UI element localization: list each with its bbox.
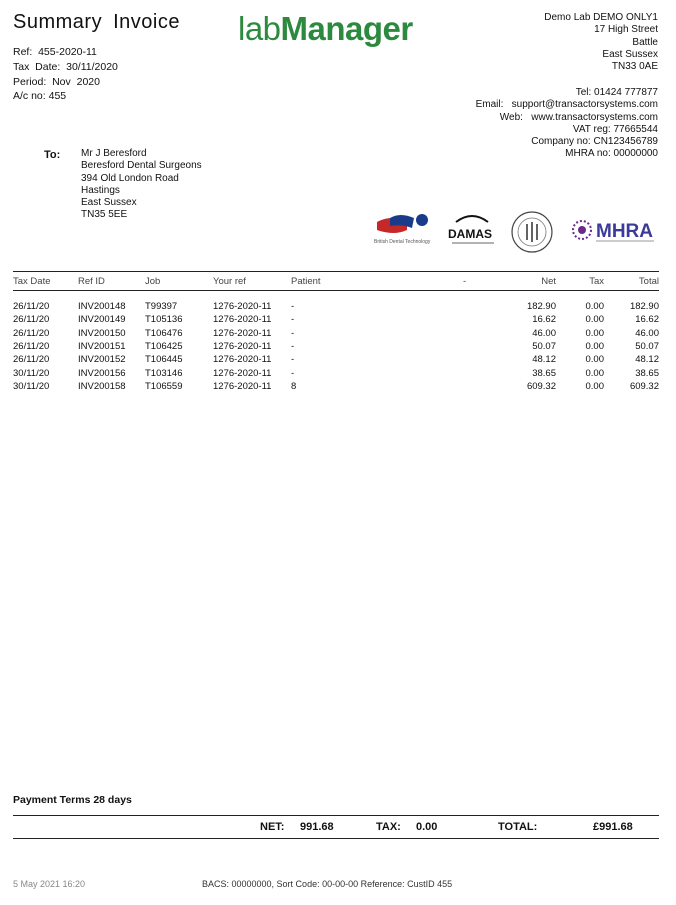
table-cell: 609.32 (526, 380, 556, 392)
table-row (13, 340, 659, 353)
col-header: Total (604, 272, 659, 291)
table-cell: 1276-2020-11 (213, 354, 272, 366)
damas-text: DAMAS (448, 227, 492, 241)
tax-label: TAX: (376, 821, 401, 833)
logo-part-manager: Manager (280, 10, 413, 47)
table-cell: T106476 (145, 327, 183, 339)
invoice-table (13, 271, 659, 393)
contact-vat: VAT reg: 77665544 (572, 123, 658, 135)
invoice-table-container (13, 271, 659, 393)
table-cell: 26/11/20 (13, 341, 50, 353)
table-cell: 26/11/20 (13, 354, 50, 366)
col-header: Patient (291, 272, 463, 291)
contact-mhra: MHRA no: 00000000 (565, 148, 658, 160)
table-cell (463, 291, 493, 314)
recipient-address (81, 148, 202, 222)
table-cell: T103146 (145, 367, 183, 379)
total-label: TOTAL: (498, 821, 538, 833)
table-cell: INV200149 (78, 314, 126, 326)
tax-value: 0.00 (416, 821, 438, 833)
table-cell: T99397 (145, 301, 178, 313)
bacs-details: BACS: 00000000, Sort Code: 00-00-00 Reference: CustID 455 (202, 879, 453, 889)
col-header: Tax Date (13, 272, 78, 291)
invoice-period: Period: Nov 2020 (13, 75, 100, 88)
seal-logo (512, 212, 552, 252)
table-cell: 0.00 (585, 380, 604, 392)
table-cell: 8 (291, 380, 297, 392)
table-cell (463, 380, 493, 393)
invoice-ref: Ref: 455-2020-11 (13, 46, 97, 58)
printed-timestamp: 5 May 2021 16:20 (13, 879, 86, 889)
table-cell: 1276-2020-11 (213, 327, 272, 339)
table-cell: T105136 (145, 314, 183, 326)
table-cell: T106445 (145, 354, 183, 366)
col-header: Job (145, 272, 213, 291)
table-cell: 16.62 (532, 314, 556, 326)
table-cell: INV200158 (78, 380, 126, 392)
table-cell: 182.90 (526, 301, 556, 313)
payment-terms: Payment Terms 28 days (13, 794, 132, 806)
recipient-line: Mr J Beresford (81, 148, 147, 159)
table-cell: 0.00 (585, 301, 604, 313)
table-cell: 50.07 (532, 341, 556, 353)
accreditation-badges (372, 210, 662, 254)
recipient-line: Beresford Dental Surgeons (81, 160, 202, 172)
table-cell: 16.62 (635, 314, 659, 326)
lab-address-line: TN33 0AE (611, 61, 658, 73)
table-cell: 0.00 (585, 341, 604, 353)
table-cell (463, 313, 493, 326)
table-row (13, 353, 659, 366)
table-cell: 1276-2020-11 (213, 314, 272, 326)
table-row (13, 327, 659, 340)
table-cell: - (291, 314, 295, 326)
total-value: £991.68 (593, 821, 633, 833)
table-cell: 0.00 (585, 327, 604, 339)
table-cell: INV200148 (78, 301, 126, 313)
table-cell: INV200150 (78, 327, 126, 339)
net-label: NET: (260, 821, 285, 833)
table-cell: INV200156 (78, 367, 126, 379)
bdt-text: British Dental Technology (374, 239, 431, 245)
table-cell: 46.00 (635, 327, 659, 339)
col-header: Net (493, 272, 556, 291)
table-cell: 0.00 (585, 314, 604, 326)
table-cell: 26/11/20 (13, 301, 50, 313)
table-cell: - (291, 327, 295, 339)
contact-tel: Tel: 01424 777877 (575, 87, 658, 98)
table-cell: 609.32 (629, 380, 659, 392)
recipient-line: East Sussex (81, 197, 137, 209)
table-cell: 1276-2020-11 (213, 380, 272, 392)
table-cell: INV200152 (78, 354, 126, 366)
table-cell: 48.12 (635, 354, 659, 366)
table-cell: T106425 (145, 341, 183, 353)
table-cell: 30/11/20 (13, 367, 50, 379)
table-row (13, 291, 659, 314)
lab-address (544, 12, 658, 73)
invoice-account: A/c no: 455 (13, 90, 67, 103)
table-cell: 50.07 (635, 341, 659, 353)
table-cell: 30/11/20 (13, 380, 50, 392)
lab-address-line: East Sussex (602, 48, 658, 60)
table-cell: - (291, 301, 295, 313)
contact-email: Email: support@transactorsystems.com (475, 99, 658, 111)
table-cell: - (291, 367, 295, 379)
damas-logo (448, 216, 494, 243)
lab-address-line: Demo Lab DEMO ONLY1 (544, 12, 658, 23)
table-cell (463, 353, 493, 366)
table-cell: - (291, 354, 295, 366)
table-cell: 1276-2020-11 (213, 341, 272, 353)
mhra-text: MHRA (596, 221, 653, 242)
table-cell: T106559 (145, 380, 183, 392)
col-header: - (463, 272, 493, 291)
mhra-logo (573, 221, 654, 242)
table-cell: 38.65 (532, 367, 556, 379)
table-cell: 1276-2020-11 (213, 367, 272, 379)
recipient-line: TN35 5EE (81, 209, 128, 221)
table-cell: 26/11/20 (13, 327, 50, 339)
table-cell (463, 327, 493, 340)
invoice-meta (13, 45, 118, 104)
table-row (13, 380, 659, 393)
col-header: Tax (556, 272, 604, 291)
labmanager-logo (238, 10, 413, 48)
col-header: Ref ID (78, 272, 145, 291)
lab-address-line: 17 High Street (594, 24, 658, 36)
table-cell: 1276-2020-11 (213, 301, 272, 313)
table-cell: 0.00 (585, 367, 604, 379)
table-header-row (13, 272, 659, 291)
totals-bar (13, 815, 659, 839)
contact-company: Company no: CN123456789 (531, 136, 658, 148)
table-cell: 26/11/20 (13, 314, 50, 326)
net-value: 991.68 (300, 821, 334, 833)
invoice-title: Summary Invoice (13, 11, 180, 33)
recipient-line: 394 Old London Road (81, 172, 179, 184)
table-cell (463, 340, 493, 353)
table-cell: - (291, 341, 295, 353)
lab-address-line: Battle (632, 36, 658, 48)
table-row (13, 313, 659, 326)
table-cell: 38.65 (635, 367, 659, 379)
logo-part-lab: lab (238, 10, 281, 47)
table-cell: 182.90 (629, 301, 659, 313)
recipient-label: To: (44, 149, 61, 161)
lab-contact (476, 87, 658, 161)
bdt-logo (374, 214, 431, 245)
table-cell (463, 366, 493, 379)
table-cell: 46.00 (532, 327, 556, 339)
table-cell: 48.12 (532, 354, 556, 366)
table-cell: 0.00 (585, 354, 604, 366)
contact-web: Web: www.transactorsystems.com (499, 111, 658, 123)
col-header: Your ref (213, 272, 291, 291)
table-cell: INV200151 (78, 341, 126, 353)
invoice-tax-date: Tax Date: 30/11/2020 (13, 60, 118, 73)
recipient-line: Hastings (81, 184, 120, 196)
table-row (13, 366, 659, 379)
